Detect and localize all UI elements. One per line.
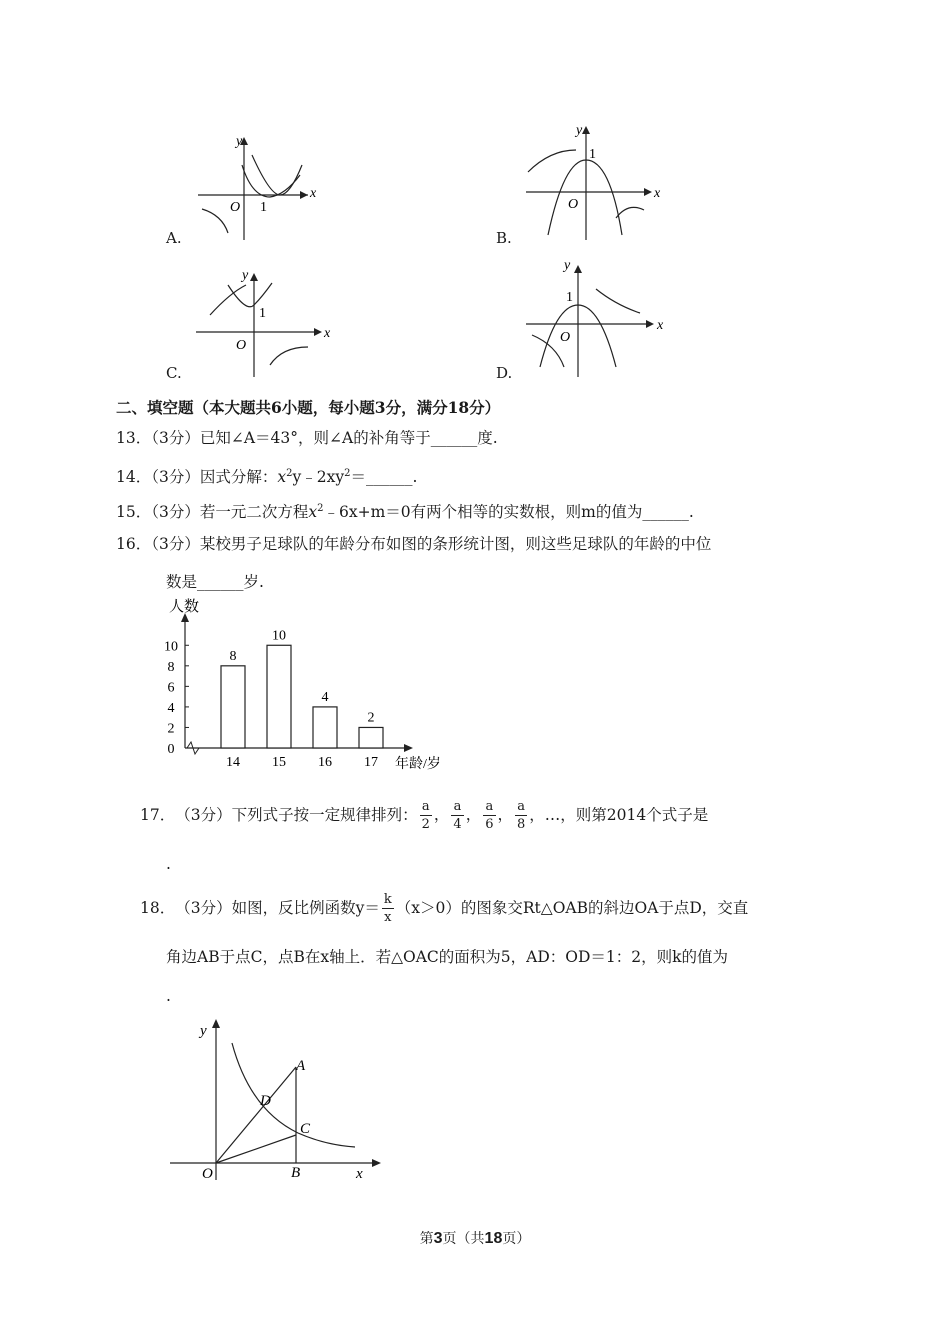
graph-c-origin: O <box>236 338 247 353</box>
footer-post: 页） <box>502 1231 531 1247</box>
q18-line3: . <box>166 987 171 1005</box>
age-bar-chart <box>155 595 475 775</box>
option-a-label[interactable]: A. <box>166 229 182 247</box>
graph-a-x-label: x <box>310 186 317 201</box>
q13-number: 13． <box>116 429 152 447</box>
fig18-point-o: O <box>202 1166 213 1182</box>
q15-x: x <box>308 503 318 522</box>
q15-sup: 2 <box>317 503 324 514</box>
footer-pre: 第 <box>419 1231 434 1247</box>
q17-comma: ， <box>433 805 450 823</box>
fig18-point-b: B <box>291 1165 301 1181</box>
q15-score: （3分） <box>151 503 200 522</box>
footer-mid: 页（共 <box>442 1231 485 1247</box>
y-tick-label: 10 <box>164 639 178 655</box>
graph-option-c <box>190 265 340 380</box>
graph-d-x-label: x <box>657 318 664 333</box>
y-axis-title: 人数 <box>169 599 200 615</box>
q17-frac-den: 4 <box>453 816 462 832</box>
q17-comma: ， <box>465 805 482 823</box>
q17-blank-end: . <box>166 855 171 873</box>
fig18-x-label: x <box>356 1166 363 1182</box>
q17-frac-den: 8 <box>517 816 526 832</box>
graph-d-tick: 1 <box>566 290 573 305</box>
y-tick-label: 2 <box>167 721 175 737</box>
q17-fraction <box>483 798 495 833</box>
question-16 <box>116 533 711 555</box>
option-b-label[interactable]: B. <box>496 229 512 247</box>
graph-c-figure <box>190 265 340 380</box>
q18-frac-den: x <box>384 909 392 925</box>
q18-line2: 角边AB于点C，点B在x轴上．若△OAC的面积为5，AD：OD＝1：2，则k的值为 <box>166 948 728 966</box>
q14-number: 14． <box>116 468 152 487</box>
graph-c-y-label: y <box>242 268 249 283</box>
graph-c-tick: 1 <box>259 306 266 321</box>
fig18-y-label: y <box>200 1023 207 1039</box>
graph-d-y-label: y <box>564 258 571 273</box>
q15-pre: 若一元二次方程 <box>199 503 309 522</box>
section-heading: 二、填空题（本大题共6小题，每小题3分，满分18分） <box>116 398 501 417</box>
graph-b-figure <box>520 120 670 245</box>
graph-d-origin: O <box>560 330 571 345</box>
q18-number: 18． <box>140 899 176 917</box>
q14-score: （3分） <box>151 468 200 487</box>
q17-frac-num: a <box>420 798 432 816</box>
q17-fraction-list <box>418 798 530 833</box>
q13-score: （3分） <box>151 429 200 447</box>
q17-comma: ， <box>497 805 514 823</box>
fig18-point-a: A <box>296 1058 306 1074</box>
x-tick-label: 17 <box>364 755 378 770</box>
fig18-point-d: D <box>260 1093 271 1109</box>
page-footer <box>0 1228 950 1248</box>
figure-18 <box>160 1015 400 1190</box>
q17-score: （3分） <box>175 806 232 824</box>
q18-fraction <box>382 891 394 926</box>
bar-value-label: 10 <box>272 628 286 644</box>
graph-b-origin: O <box>568 197 579 212</box>
age-bar-chart-svg <box>155 595 475 775</box>
x-axis-arrow <box>404 744 413 752</box>
graph-a-tick: 1 <box>260 200 267 215</box>
q17-frac-den: 6 <box>485 816 494 832</box>
q16-number: 16． <box>116 535 152 553</box>
q17-fraction <box>420 798 432 833</box>
q14-expr: x <box>277 468 287 487</box>
graph-a-origin: O <box>230 200 241 215</box>
figure-18-svg <box>160 1015 400 1190</box>
question-14 <box>116 463 417 488</box>
q14-sup2: 2 <box>344 468 351 479</box>
q18-score: （3分） <box>175 899 232 917</box>
graph-b-x-label: x <box>654 186 661 201</box>
q18-frac-num: k <box>383 891 392 907</box>
x-tick-label: 15 <box>272 755 286 770</box>
q18-post: （x＞0）的图象交Rt△OAB的斜边OA于点D，交直 <box>395 899 749 917</box>
option-c-label[interactable]: C. <box>166 364 182 382</box>
q16-score: （3分） <box>151 535 200 553</box>
bar <box>359 727 383 748</box>
q13-text: 已知∠A＝43°，则∠A的补角等于______度. <box>199 429 498 447</box>
graph-option-a <box>160 125 330 250</box>
q16-text: 某校男子足球队的年龄分布如图的条形统计图，则这些足球队的年龄的中位 <box>199 535 712 553</box>
bar-value-label: 4 <box>321 689 329 705</box>
footer-total: 18 <box>484 1230 503 1247</box>
q17-frac-den: 2 <box>421 816 430 832</box>
q18-pre: 如图，反比例函数y＝ <box>231 899 380 917</box>
fig18-point-c: C <box>300 1121 311 1137</box>
x-axis-title: 年龄/岁 <box>395 757 441 772</box>
graph-a-y-label: y <box>236 134 243 149</box>
option-d-label[interactable]: D. <box>496 364 513 382</box>
graph-b-y-label: y <box>576 123 583 138</box>
q17-fraction <box>451 798 463 833</box>
q15-post: 有两个相等的实数根，则m的值为______. <box>410 503 694 522</box>
bar-value-label: 8 <box>229 648 237 664</box>
bar <box>267 645 291 748</box>
y-tick-label: 0 <box>167 742 175 757</box>
graph-option-d <box>520 255 670 380</box>
q17-frac-num: a <box>483 798 495 816</box>
question-17 <box>140 790 708 840</box>
q15-eq: ﹣6x+m＝0 <box>323 503 411 522</box>
q14-mid: y﹣2xy <box>292 468 345 487</box>
q17-frac-num: a <box>451 798 463 816</box>
y-tick-label: 6 <box>167 680 175 696</box>
graph-d-figure <box>520 255 670 380</box>
q14-post: ＝______. <box>350 468 418 487</box>
q17-frac-num: a <box>515 798 527 816</box>
q14-sup1: 2 <box>286 468 293 479</box>
question-15 <box>116 498 694 523</box>
graph-c-x-label: x <box>324 326 331 341</box>
x-tick-label: 14 <box>226 755 240 770</box>
y-tick-label: 4 <box>167 700 175 716</box>
bar <box>313 707 337 748</box>
graph-b-tick: 1 <box>589 147 596 162</box>
q14-pre: 因式分解： <box>199 468 278 487</box>
bar-value-label: 2 <box>367 710 375 726</box>
q17-fraction <box>515 798 527 833</box>
q16-line2: 数是______岁. <box>166 573 264 591</box>
graph-a-figure <box>160 125 330 250</box>
q17-post: ，…，则第2014个式子是 <box>529 806 709 824</box>
graph-option-b <box>520 120 670 245</box>
q15-number: 15． <box>116 503 152 522</box>
y-tick-label: 8 <box>167 659 175 675</box>
bar <box>221 666 245 748</box>
x-tick-label: 16 <box>318 755 332 770</box>
question-13 <box>116 427 498 449</box>
q17-number: 17． <box>140 806 176 824</box>
q17-pre: 下列式子按一定规律排列： <box>231 806 418 824</box>
footer-page: 3 <box>433 1230 443 1247</box>
question-18 <box>140 884 748 932</box>
